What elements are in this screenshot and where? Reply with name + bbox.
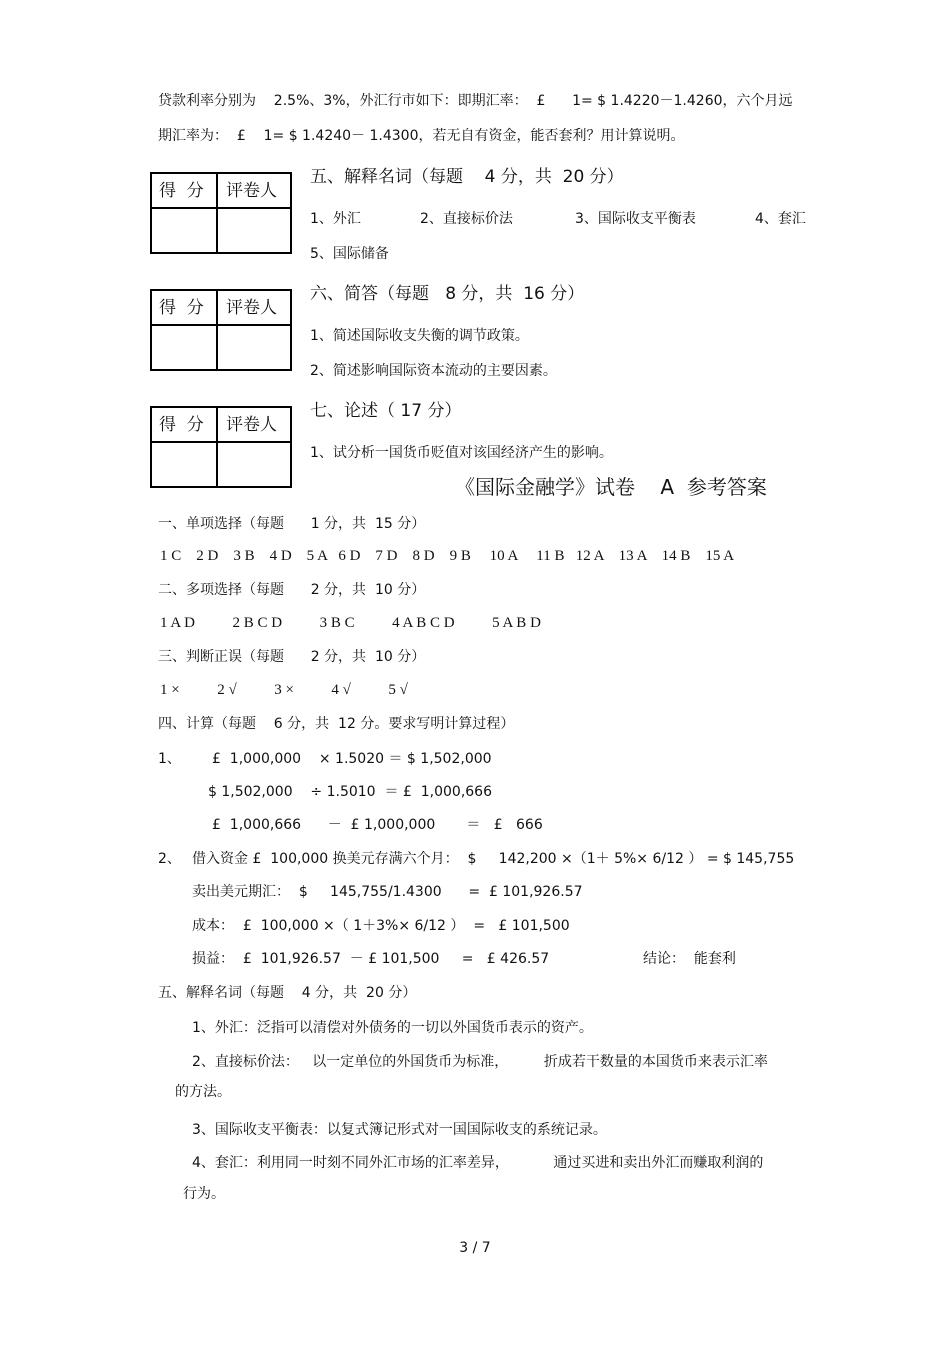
definition-line: 2、直接标价法： 以一定单位的外国货币为标准， 折成若干数量的本国货币来表示汇率: [192, 1054, 768, 1070]
score-label: 得 分: [159, 181, 204, 201]
definition-line: 的方法。: [175, 1084, 231, 1100]
page-number: 3 / 7: [459, 1240, 491, 1256]
sec5-item: 3、国际收支平衡表: [575, 211, 696, 227]
grader-label: 评卷人: [226, 298, 277, 318]
sec5-item: 4、套汇: [755, 211, 806, 227]
ans3-answers: 1 × 2 √ 3 × 4 √ 5 √: [160, 682, 408, 698]
q2-conclusion: 结论： 能套利: [643, 951, 736, 967]
sec5-item: 5、国际储备: [310, 246, 389, 262]
ans2-answers: 1 A D 2 B C D 3 B C 4 A B C D 5 A B D: [160, 615, 541, 631]
q2-line: 损益： £ 101,926.57 － £ 101,500 = £ 426.57: [192, 951, 550, 967]
definition-line: 行为。: [183, 1186, 225, 1202]
ans5-heading: 五、解释名词（每题 4 分，共 20 分）: [158, 985, 417, 1001]
sec6-heading: 六、简答（每题 8 分，共 16 分）: [310, 284, 585, 304]
sec5-heading: 五、解释名词（每题 4 分，共 20 分）: [310, 167, 624, 187]
intro-line-1: 贷款利率分别为 2.5%、3%，外汇行市如下：即期汇率： £ 1= $ 1.4220－1.4260，六个月远: [158, 93, 793, 109]
definition-line: 4、套汇：利用同一时刻不同外汇市场的汇率差异， 通过买进和卖出外汇而赚取利润的: [192, 1155, 764, 1171]
grader-label: 评卷人: [226, 415, 277, 435]
q2-number: 2、: [158, 851, 181, 867]
q1-line: £ 1,000,666 － £ 1,000,000 ＝ £ 666: [212, 817, 543, 833]
score-label: 得 分: [159, 415, 204, 435]
ans2-heading: 二、多项选择（每题 2 分，共 10 分）: [158, 582, 426, 598]
sec6-item: 1、简述国际收支失衡的调节政策。: [310, 328, 529, 344]
q2-line: 借入资金 £ 100,000 换美元存满六个月： $ 142,200 ×（1＋ 5%× 6/12 ） = $ 145,755: [192, 851, 795, 867]
sec5-item: 2、直接标价法: [420, 211, 513, 227]
sec7-heading: 七、论述（ 17 分）: [310, 401, 462, 421]
sec5-item: 1、外汇: [310, 211, 361, 227]
answer-title: 《国际金融学》试卷 A 参考答案: [455, 475, 767, 499]
definition-line: 3、国际收支平衡表：以复式簿记形式对一国国际收支的系统记录。: [192, 1122, 607, 1138]
intro-line-2: 期汇率为： £ 1= $ 1.4240－ 1.4300，若无自有资金，能否套利？用计算说明。: [158, 128, 685, 144]
ans1-heading: 一、单项选择（每题 1 分，共 15 分）: [158, 516, 426, 532]
ans1-answers: 1 C 2 D 3 B 4 D 5 A 6 D 7 D 8 D 9 B 10 A 11 B 12 A 13 A 14 B 15 A: [160, 548, 735, 564]
q1-line: $ 1,502,000 ÷ 1.5010 ＝ £ 1,000,666: [208, 784, 492, 800]
definition-line: 1、外汇：泛指可以清偿对外债务的一切以外国货币表示的资产。: [192, 1020, 593, 1036]
score-label: 得 分: [159, 298, 204, 318]
score-box-sec6: [150, 289, 292, 371]
score-box-sec7: [150, 406, 292, 488]
grader-label: 评卷人: [226, 181, 277, 201]
ans4-heading: 四、计算（每题 6 分，共 12 分。要求写明计算过程）: [158, 716, 515, 732]
q1-line: £ 1,000,000 × 1.5020 ＝ $ 1,502,000: [212, 751, 492, 767]
q2-line: 卖出美元期汇： $ 145,755/1.4300 = £ 101,926.57: [192, 884, 583, 900]
sec6-item: 2、简述影响国际资本流动的主要因素。: [310, 363, 557, 379]
ans3-heading: 三、判断正误（每题 2 分，共 10 分）: [158, 649, 426, 665]
score-box-sec5: [150, 172, 292, 254]
sec7-item: 1、试分析一国货币贬值对该国经济产生的影响。: [310, 445, 613, 461]
q1-number: 1、: [158, 751, 181, 767]
q2-line: 成本： £ 100,000 ×（ 1＋3%× 6/12 ） = £ 101,500: [192, 918, 570, 934]
